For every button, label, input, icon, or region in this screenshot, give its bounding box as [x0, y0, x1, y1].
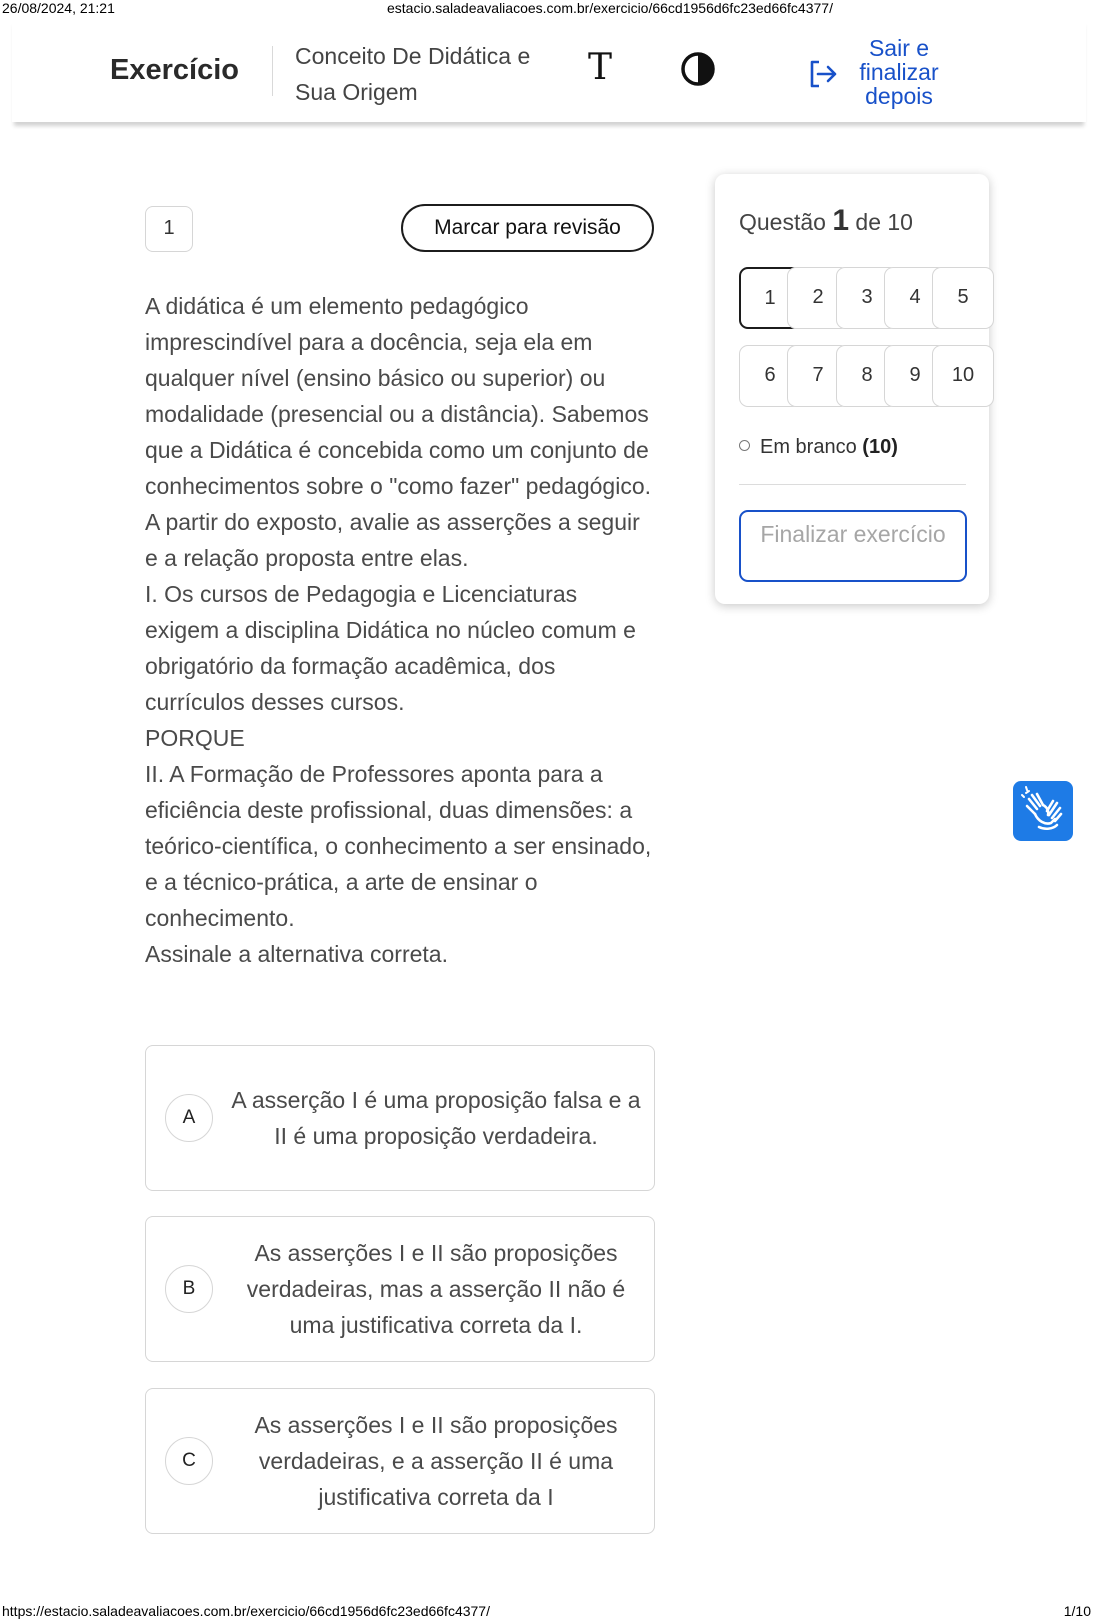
sign-language-icon [1013, 781, 1073, 841]
blank-legend [739, 436, 898, 459]
question-paragraph: PORQUE [145, 725, 245, 751]
nav-question-10[interactable]: 10 [932, 345, 994, 407]
option-letter: A [165, 1094, 213, 1142]
question-counter-prefix: Questão [739, 209, 826, 235]
nav-question-8[interactable]: 8 [836, 345, 898, 407]
nav-question-6[interactable]: 6 [739, 345, 801, 407]
question-paragraph: Assinale a alternativa correta. [145, 941, 448, 967]
option-b[interactable] [145, 1216, 655, 1362]
question-counter [739, 204, 913, 238]
page-title: Exercício [110, 54, 239, 86]
exit-label: Sair e finalizar depois [859, 35, 939, 109]
question-text [145, 288, 655, 972]
nav-question-5[interactable]: 5 [932, 267, 994, 329]
panel-divider [739, 484, 966, 485]
nav-question-2[interactable]: 2 [787, 267, 849, 329]
option-letter: B [165, 1265, 213, 1313]
print-datetime: 26/08/2024, 21:21 [2, 0, 115, 16]
question-navigator-panel [715, 174, 989, 604]
print-footer-url: https://estacio.saladeavaliacoes.com.br/exercicio/66cd1956d6fc23ed66fc4377/ [2, 1603, 490, 1619]
option-text: A asserção I é uma proposição falsa e a II é uma proposição verdadeira. [231, 1087, 641, 1149]
finish-exercise-button[interactable]: Finalizar exercício [739, 510, 967, 582]
option-a[interactable] [145, 1045, 655, 1191]
option-text: As asserções I e II são proposições verdadeiras, mas a asserção II não é uma justificativa correta da I. [246, 1240, 626, 1338]
contrast-icon[interactable] [680, 51, 716, 87]
question-counter-suffix: de 10 [855, 209, 913, 235]
sign-language-button[interactable] [1013, 781, 1073, 841]
nav-question-1[interactable]: 1 [739, 267, 801, 329]
nav-question-4[interactable]: 4 [884, 267, 946, 329]
print-page-url: estacio.saladeavaliacoes.com.br/exercicio/66cd1956d6fc23ed66fc4377/ [387, 0, 833, 16]
question-number: 1 [145, 206, 193, 252]
nav-question-7[interactable]: 7 [787, 345, 849, 407]
exit-and-finish-later-button[interactable] [807, 36, 967, 114]
blank-legend-count: (10) [862, 436, 898, 458]
blank-status-icon [739, 440, 750, 451]
exercise-header [12, 18, 1086, 122]
exit-icon [807, 58, 839, 90]
question-paragraph: A didática é um elemento pedagógico imprescindível para a docência, seja ela em qualquer nível (ensino básico ou superior) ou modalidade (presencial ou a distância). Sabemos que a Didática é concebida como um conjunto de conhecimentos sobre o "como fazer" pedagógico. A partir do exposto, avalie as asserções a seguir e a relação proposta entre elas. [145, 293, 652, 571]
header-divider [272, 46, 273, 96]
option-text: As asserções I e II são proposições verdadeiras, e a asserção II é uma justificativa correta da I [254, 1412, 618, 1510]
subject-title: Conceito De Didática e Sua Origem [295, 43, 531, 105]
mark-for-review-button[interactable]: Marcar para revisão [401, 204, 654, 252]
nav-question-9[interactable]: 9 [884, 345, 946, 407]
blank-legend-label: Em branco [760, 436, 857, 458]
option-letter: C [165, 1437, 213, 1485]
print-page-count: 1/10 [1063, 1603, 1091, 1619]
font-size-icon[interactable]: T [587, 47, 612, 88]
nav-question-3[interactable]: 3 [836, 267, 898, 329]
question-counter-current: 1 [832, 204, 850, 237]
option-c[interactable] [145, 1388, 655, 1534]
question-paragraph: II. A Formação de Professores aponta para a eficiência deste profissional, duas dimensões: a teórico-científica, o conhecimento a ser ensinado, e a técnico-prática, a arte de ensinar o conhecimento. [145, 761, 652, 931]
question-paragraph: I. Os cursos de Pedagogia e Licenciaturas exigem a disciplina Didática no núcleo comum e obrigatório da formação acadêmica, dos currículos desses cursos. [145, 581, 636, 715]
